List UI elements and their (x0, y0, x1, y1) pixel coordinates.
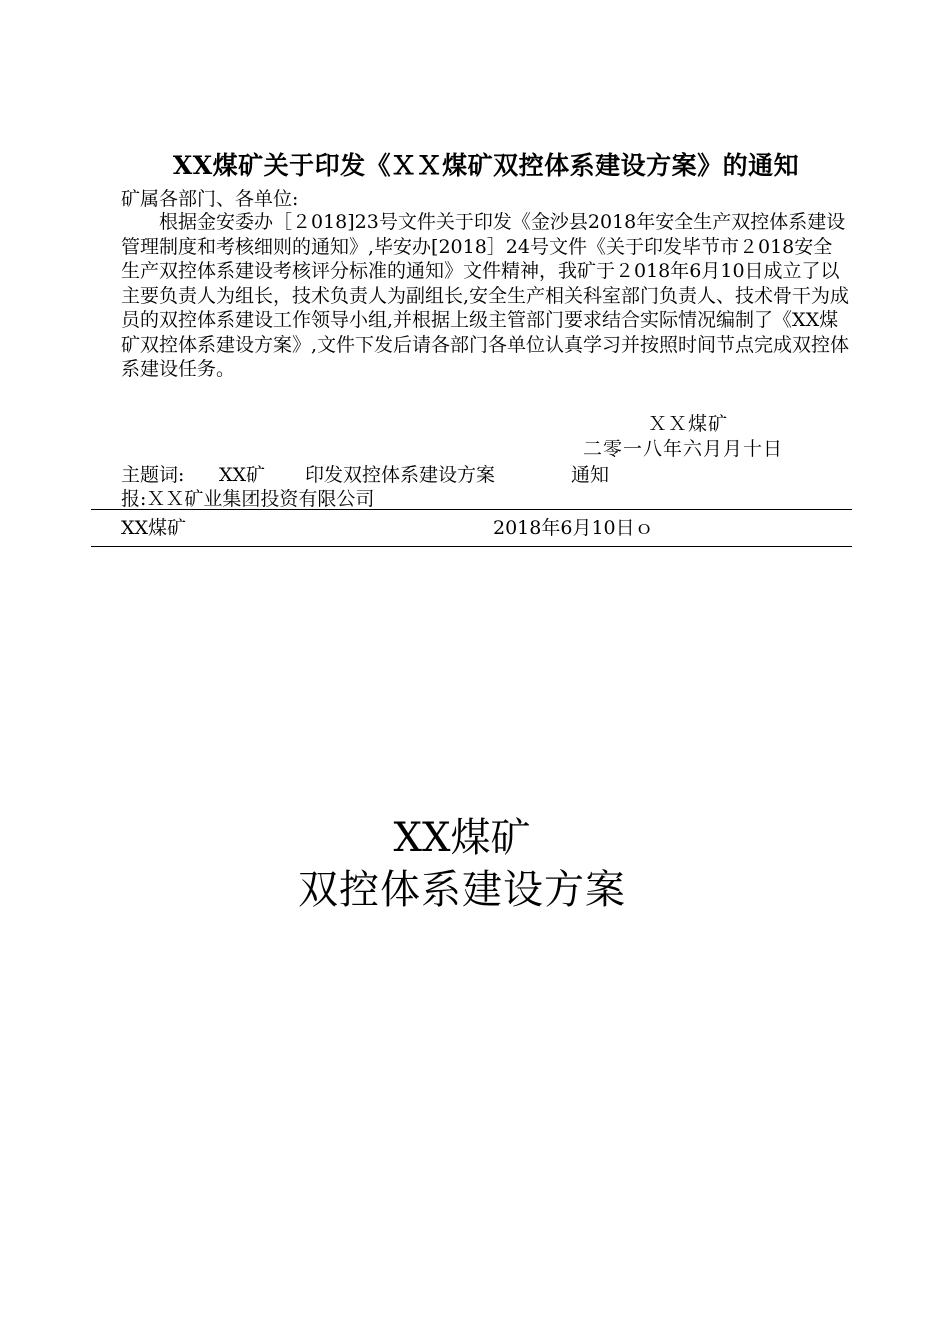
keyword-item: 印发双控体系建设方案 (305, 464, 496, 486)
issuer: XX煤矿 (121, 517, 187, 539)
signature-date: 二零一八年六月月十日 (583, 438, 784, 460)
issue-date: 2018年6月10日ｏ (493, 517, 654, 539)
signature-org: ＸＸ煤矿 (648, 413, 729, 435)
keyword-item: XX矿 (219, 464, 266, 486)
keyword-item: 通知 (571, 464, 610, 486)
salutation: 矿属各部门、各单位: (121, 188, 299, 210)
cover-org: XX煤矿 (393, 815, 531, 861)
divider-top (91, 509, 852, 510)
cover-title: 双控体系建设方案 (298, 867, 626, 913)
notice-body: 根据金安委办［２018]23号文件关于印发《金沙县2018年安全生产双控体系建设管理制度和考核细则的通知》,毕安办[2018］24号文件《关于印发毕节市２018安全生产双控体系建设考核评分标准的通知》文件精神，我矿于２018年6月10日成立了以主要负责人为组长，技术负责人为副组长,安全生产相关科室部门负责人、技术骨干为成员的双控体系建设工作领导小组,并根据上级主管部门要求结合实际情况编制了《XX煤矿双控体系建设方案》,文件下发后请各部门各单位认真学习并按照时间节点完成双控体系建设任务。 (121, 211, 850, 380)
notice-title: XX煤矿关于印发《ＸＸ煤矿双控体系建设方案》的通知 (172, 151, 800, 180)
cc-line: 报:ＸＸ矿业集团投资有限公司 (121, 488, 375, 510)
keywords-label: 主题词: (121, 464, 185, 486)
divider-bottom (91, 546, 852, 547)
keywords-line (121, 460, 609, 487)
